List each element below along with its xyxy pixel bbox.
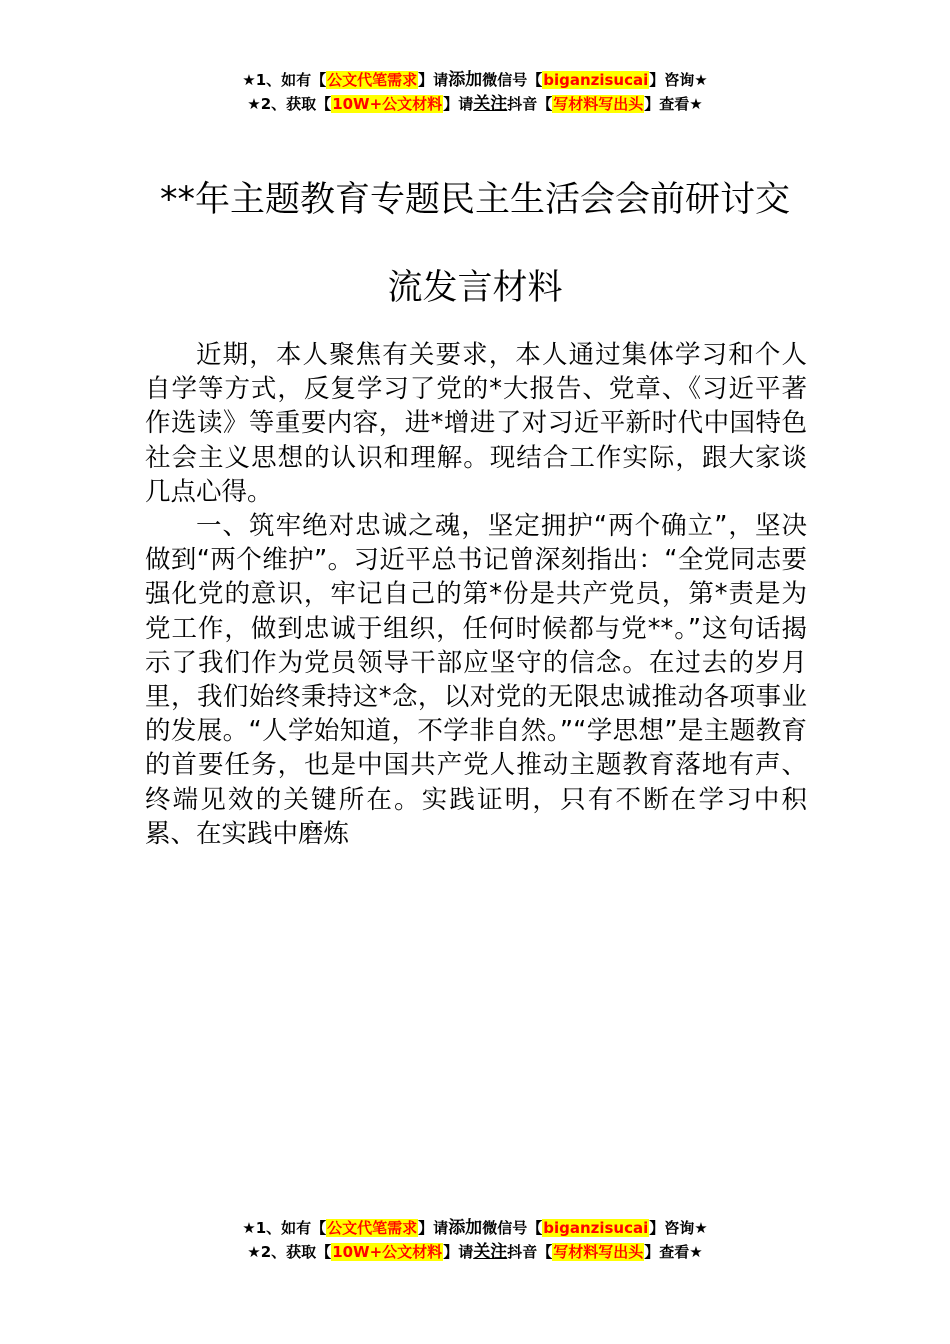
promo-highlight-douyin: 写材料写出头 <box>553 95 644 113</box>
document-title <box>140 156 810 332</box>
promo-highlight-service: 公文代笔需求 <box>327 1219 418 1237</box>
promo-highlight-materials: 10W+公文材料 <box>332 1243 443 1261</box>
title-line-2: 流发言材料 <box>387 268 563 308</box>
promo-line-1: ★1、如有【公文代笔需求】请添加微信号【biganzisucai】咨询★ <box>242 70 708 90</box>
title-line-1: **年主题教育专题民主生活会会前研讨交 <box>159 180 790 220</box>
promo-line-2: ★2、获取【10W+公文材料】请关注抖音【写材料写出头】查看★ <box>247 1242 703 1262</box>
promo-line-1: ★1、如有【公文代笔需求】请添加微信号【biganzisucai】咨询★ <box>242 1218 708 1238</box>
promo-highlight-service: 公文代笔需求 <box>327 71 418 89</box>
promo-highlight-douyin: 写材料写出头 <box>553 1243 644 1261</box>
promo-highlight-wechat-id: biganzisucai <box>543 1219 649 1237</box>
top-promo-banner <box>0 68 950 116</box>
promo-highlight-wechat-id: biganzisucai <box>543 71 649 89</box>
promo-highlight-materials: 10W+公文材料 <box>332 95 443 113</box>
document-body <box>145 338 807 851</box>
bottom-promo-banner <box>0 1216 950 1264</box>
paragraph-section-1: 一、筑牢绝对忠诚之魂，坚定拥护“两个确立”，坚决做到“两个维护”。习近平总书记曾深刻指出：“全党同志要强化党的意识，牢记自己的第*份是共产党员，第*责是为党工作，做到忠诚于组织，任何时候都与党**。”这句话揭示了我们作为党员领导干部应坚守的信念。在过去的岁月里，我们始终秉持这*念，以对党的无限忠诚推动各项事业的发展。“人学始知道，不学非自然。”“学思想”是主题教育的首要任务，也是中国共产党人推动主题教育落地有声、终端见效的关键所在。实践证明，只有不断在学习中积累、在实践中磨炼 <box>145 511 807 849</box>
paragraph-intro: 近期，本人聚焦有关要求，本人通过集体学习和个人自学等方式，反复学习了党的*大报告、党章、《习近平著作选读》等重要内容，进*增进了对习近平新时代中国特色社会主义思想的认识和理解。现结合工作实际，跟大家谈几点心得。 <box>145 340 807 507</box>
promo-line-2: ★2、获取【10W+公文材料】请关注抖音【写材料写出头】查看★ <box>247 94 703 114</box>
